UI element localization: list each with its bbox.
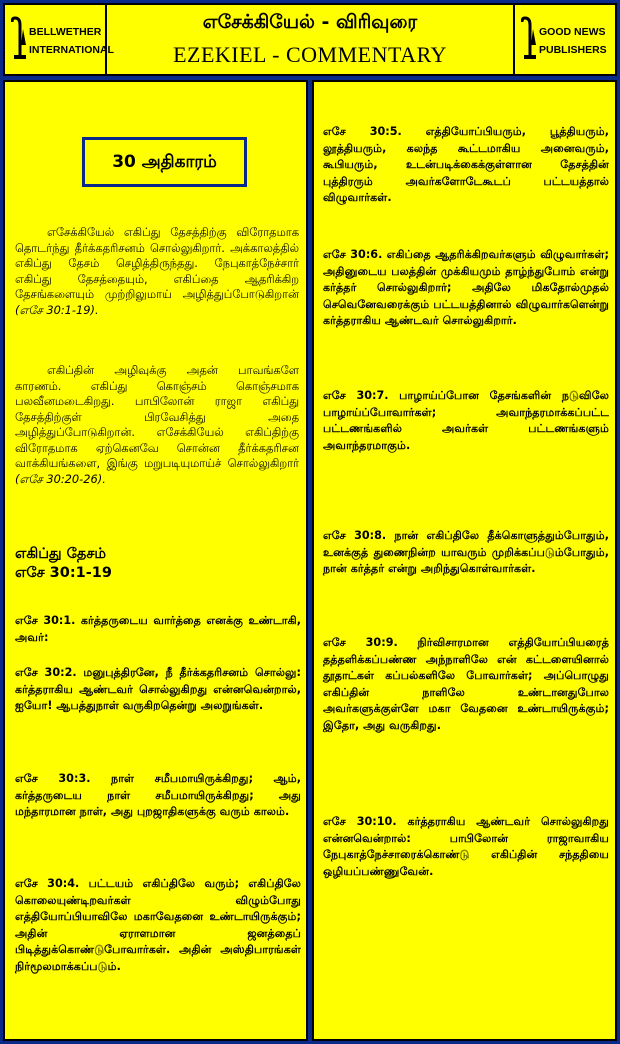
intro-paragraph-2 <box>15 363 299 487</box>
page-header <box>3 3 617 76</box>
good-news-logo <box>513 5 615 74</box>
verse-30-2 <box>15 665 301 715</box>
verse-ref: எசே 30:5. <box>323 125 402 138</box>
verse-text: மனுபுத்திரனே, நீ தீர்க்கதரிசனம் சொல்லு: கர்த்தராகிய ஆண்டவர் சொல்லுகிறது என்னவென்றால், ஐயோ! ஆபத்துநாள் வருகிறதென்று அலறுங்கள். <box>15 666 301 712</box>
verse-text: நான் எகிப்திலே தீக்கொளுத்தும்போதும், உனக்குத் துணைநின்ற யாவரும் முறிக்கப்படும்போதும், நான் கர்த்தர் என்று அறிந்துகொள்வார்கள். <box>323 529 609 575</box>
verse-text: எகிப்தை ஆதரிக்கிறவர்களும் விழுவார்கள்; அதினுடைய பலத்தின் முக்கியமும் தாழ்ந்துபோம் என்று கர்த்தர் சொல்லுகிறார்; அதிலே மிகதோல்முதல் செவெனேவரைக்கும் பட்டயத்தினால் விழுவார்களென்று கர்த்தராகிய ஆண்டவர் சொல்லுகிறார். <box>323 248 609 327</box>
verse-30-9 <box>323 635 609 734</box>
section-title: எகிப்து தேசம் <box>15 546 107 562</box>
verse-ref: எசே 30:8. <box>323 529 387 542</box>
verse-30-3 <box>15 771 301 821</box>
verse-ref: எசே 30:9. <box>323 636 398 649</box>
verse-text: நாள் சமீபமாயிருக்கிறது; ஆம், கர்த்தருடைய நாள் சமீபமாயிருக்கிறது; அது மந்தாரமான நாள், அது புறஜாதிகளுக்கு வரும் காலம். <box>15 772 301 818</box>
right-column <box>312 80 617 1041</box>
verse-30-8 <box>323 528 609 578</box>
verse-ref: எசே 30:2. <box>15 666 77 679</box>
intro-paragraph-2-text: எகிப்தின் அழிவுக்கு அதன் பாவங்களே காரணம். எகிப்து கொஞ்சம் கொஞ்சமாக பலவீனமடைகிறது. பாபிலோன் ராஜா எகிப்து தேசத்திற்குள் பிரவேசித்து அதை அழித்துப்போடுகிறான். எசேக்கியேல் எகிப்திற்கு விரோதமாக ஏற்கெனவே சொன்ன தீர்க்கதரிசன வாக்கியங்களை, இங்கு மறுபடியுமாய்ச் சொல்லுகிறார் <box>15 363 299 470</box>
shepherd-staff-icon <box>11 15 27 61</box>
verse-text: நிர்விசாரமான எத்தியோப்பியரைத் தத்தளிக்கப்பண்ண அந்நாளிலே என் கட்டளையினால் தூதாட்கள் கப்பல்களிலே போவார்கள்; அப்பொழுது எகிப்தின் நாளிலே உண்டானதுபோல அவர்களுக்குள்ளே மகா வேதனை உண்டாயிருக்கும்; இதோ, அது வருகிறது. <box>323 636 609 732</box>
verse-text: பட்டயம் எகிப்திலே வரும்; எகிப்திலே கொலையுண்டிறவர்கள் விழும்போது எத்தியோப்பியாவிலே மகாவேதனை உண்டாயிருக்கும்; அதின் ஏராளமான ஜனத்தைப் பிடித்துக்கொண்டுபோவார்கள். அதின் அஸ்திபாரங்கள் நிர்மூலமாக்கப்படும். <box>15 877 301 973</box>
verse-30-4 <box>15 876 301 975</box>
intro-paragraph-2-ref: (எசே 30:20-26). <box>15 471 106 486</box>
left-column <box>3 80 308 1041</box>
verse-ref: எசே 30:7. <box>323 389 389 402</box>
verse-ref: எசே 30:1. <box>15 614 76 627</box>
verse-text: கர்த்தருடைய வார்த்தை எனக்கு உண்டாகி, அவர்: <box>15 614 301 644</box>
verse-ref: எசே 30:4. <box>15 877 80 890</box>
verse-text: கர்த்தராகிய ஆண்டவர் சொல்லுகிறது என்னவென்றால்: பாபிலோன் ராஜாவாகிய நேபுகாத்நேச்சாரைக்கொண்டு எகிப்தின் சந்ததியை ஒழியப்பண்ணுவேன். <box>323 815 609 878</box>
shepherd-staff-icon <box>521 15 537 61</box>
intro-paragraph-1-text: எசேக்கியேல் எகிப்து தேசத்திற்கு விரோதமாக தொடர்ந்து தீர்க்கதரிசனம் சொல்லுகிறார். அக்காலத்தில் எகிப்து தேசம் செழித்திருந்தது. நேபுகாத்நேச்சார் எகிப்து தேசத்தையும், எகிப்தை ஆதரிக்கிற தேசங்களையும் முற்றிலுமாய் அழித்துப்போடுகிறான் <box>15 225 299 301</box>
title-tamil: எசேக்கியேல் - விரிவுரை <box>202 11 418 33</box>
right-logo-line2: PUBLISHERS <box>539 44 607 56</box>
header-title-area <box>109 5 511 74</box>
intro-paragraph-1 <box>15 225 299 318</box>
section-reference: எசே 30:1-19 <box>15 565 112 581</box>
title-english: EZEKIEL - COMMENTARY <box>173 42 447 67</box>
left-logo-line1: BELLWETHER <box>29 26 102 38</box>
right-logo-line1: GOOD NEWS <box>539 26 606 38</box>
verse-30-7 <box>323 388 609 454</box>
verse-ref: எசே 30:10. <box>323 815 397 828</box>
verse-30-6 <box>323 247 609 330</box>
verse-text: பாழாய்ப்போன தேசங்களின் நடுவிலே பாழாய்ப்போவார்கள்; அவாந்தரமாக்கப்பட்ட பட்டணங்களில் அவர்கள் பட்டணங்களும் அவாந்தரமாகும். <box>323 389 609 452</box>
bellwether-logo <box>5 5 114 74</box>
left-logo-line2: INTERNATIONAL <box>29 44 114 56</box>
verse-ref: எசே 30:3. <box>15 772 91 785</box>
verse-30-10 <box>323 814 609 880</box>
chapter-title: 30 அதிகாரம் <box>82 137 247 187</box>
verse-ref: எசே 30:6. <box>323 248 383 261</box>
verse-30-1 <box>15 613 301 646</box>
intro-paragraph-1-ref: (எசே 30:1-19). <box>15 302 99 317</box>
section-heading <box>15 545 299 583</box>
verse-30-5 <box>323 124 609 207</box>
verse-text: எத்தியோப்பியரும், பூத்தியரும், லூத்தியரும், கலந்த கூட்டமாகிய அனைவரும், கூபியரும், உடன்படிக்கைக்குள்ளான தேசத்தின் புத்திரரும் அவர்களோடேகூடப் பட்டயத்தால் விழுவார்கள். <box>323 125 609 204</box>
